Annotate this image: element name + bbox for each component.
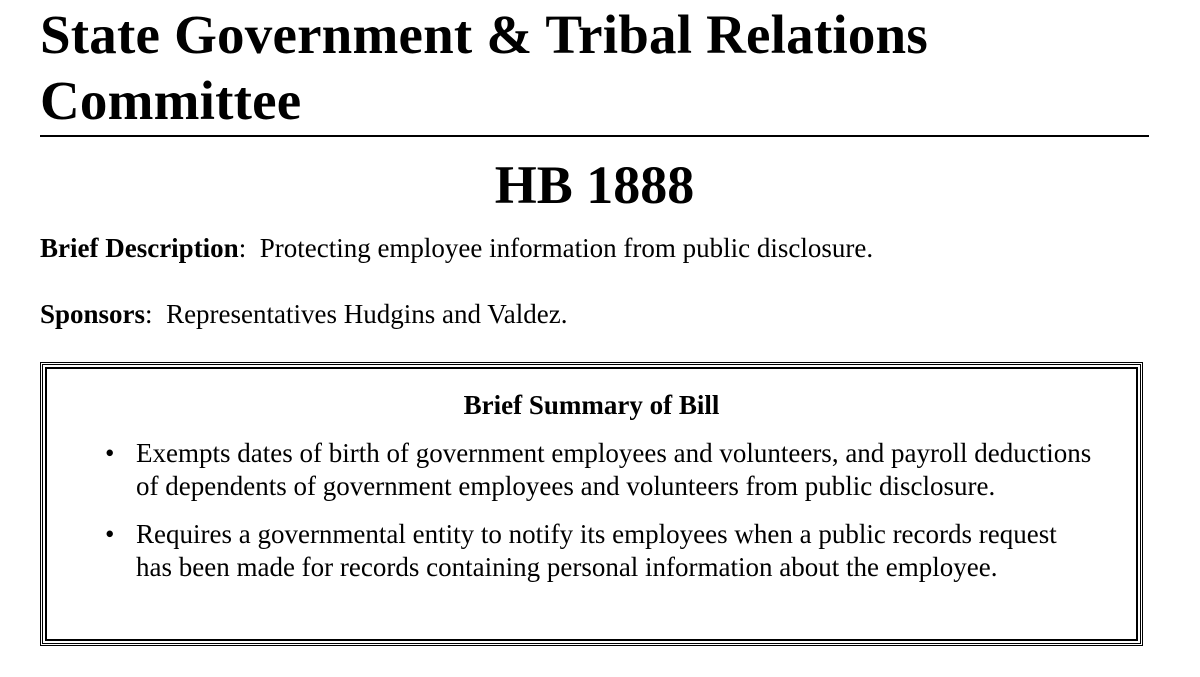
list-item <box>105 518 1095 583</box>
committee-title: State Government & Tribal Relations Committee <box>40 4 928 131</box>
brief-summary-heading: Brief Summary of Bill <box>463 390 720 420</box>
bill-number: HB 1888 <box>494 155 695 215</box>
sponsors-separator: : <box>145 299 153 329</box>
bullet-icon: • <box>105 438 115 468</box>
summary-item-text: Exempts dates of birth of government employees and volunteers, and payroll deductions of dependents of government employees and volunteers from public disclosure. <box>136 438 1092 501</box>
brief-summary-inner-frame <box>45 367 1138 641</box>
brief-description-separator: : <box>238 233 247 263</box>
sponsors-label: Sponsors <box>40 299 146 329</box>
sponsors-text: Representatives Hudgins and Valdez. <box>166 299 568 329</box>
brief-description-text: Protecting employee information from public disclosure. <box>259 233 874 263</box>
bill-report-page <box>40 0 1149 582</box>
brief-summary-list <box>105 437 1095 599</box>
summary-item-text: Requires a governmental entity to notify its employees when a public records request has been made for records containing personal information about the employee. <box>136 519 1057 582</box>
brief-summary-box <box>40 362 1143 646</box>
sponsors-line <box>40 298 567 330</box>
list-item <box>105 437 1095 502</box>
brief-description-line <box>40 232 873 264</box>
title-divider <box>40 135 1149 137</box>
bullet-icon: • <box>105 519 115 549</box>
brief-description-label: Brief Description <box>40 233 239 263</box>
